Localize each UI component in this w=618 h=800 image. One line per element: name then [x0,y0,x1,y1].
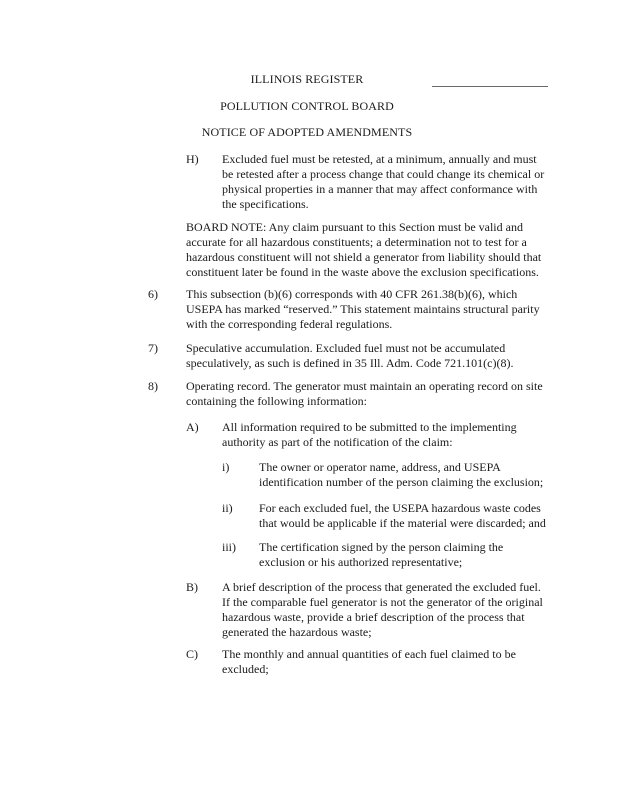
register-title: ILLINOIS REGISTER [250,72,364,86]
item-7-line: Speculative accumulation. Excluded fuel must not be accumulated [186,341,506,355]
item-i-line: identification number of the person claiming the exclusion; [259,475,544,489]
item-7-label: 7) [148,341,158,355]
board-note-line: BOARD NOTE: Any claim pursuant to this Section must be valid and [186,220,523,234]
item-b-text [222,580,562,640]
item-iii-line: exclusion or his authorized representative; [259,555,463,569]
item-a-text [222,420,542,450]
board-note-line: hazardous constituent will not shield a generator from liability should that [186,250,542,264]
item-h-text [222,152,552,212]
board-note-line: constituent later be found in the waste above the exclusion specifications. [186,265,539,279]
item-iii-line: The certification signed by the person claiming the [259,540,504,554]
item-7-text [186,341,556,371]
item-8-text [186,379,556,409]
item-ii-line: that would be applicable if the material were discarded; and [259,516,546,530]
item-h-line: the specifications. [222,197,309,211]
item-b-label: B) [186,580,198,594]
item-b-line: If the comparable fuel generator is not the generator of the original [222,595,543,609]
board-title: POLLUTION CONTROL BOARD [220,99,394,113]
item-i-text [259,460,559,490]
item-7-line: speculatively, as such is defined in 35 Ill. Adm. Code 721.101(c)(8). [186,356,514,370]
item-ii-text [259,501,559,531]
item-b-line: A brief description of the process that generated the excluded fuel. [222,580,541,594]
item-6-label: 6) [148,287,158,301]
item-i-line: The owner or operator name, address, and USEPA [259,460,501,474]
board-note-line: accurate for all hazardous constituents; a determination not to test for a [186,235,527,249]
item-6-line: This subsection (b)(6) corresponds with 40 CFR 261.38(b)(6), which [186,287,518,301]
item-b-line: hazardous waste, provide a brief description of the process that [222,610,525,624]
item-i-label: i) [222,460,230,474]
item-iii-text [259,540,559,570]
item-h-line: be retested after a process change that could change its chemical or [222,167,545,181]
item-a-line: All information required to be submitted to the implementing [222,420,517,434]
item-h-line: Excluded fuel must be retested, at a minimum, annually and must [222,152,537,166]
item-ii-label: ii) [222,501,233,515]
item-6-text [186,287,556,332]
item-8-label: 8) [148,379,158,393]
item-b-line: generated the hazardous waste; [222,625,372,639]
item-8-line: containing the following information: [186,394,367,408]
item-ii-line: For each excluded fuel, the USEPA hazardous waste codes [259,501,541,515]
item-6-line: with the corresponding federal regulations. [186,317,393,331]
item-a-line: authority as part of the notification of the claim: [222,435,453,449]
header-rule [432,86,548,87]
board-note [186,220,556,280]
item-c-line: excluded; [222,662,269,676]
item-c-text [222,647,542,677]
item-6-line: USEPA has marked “reserved.” This statement maintains structural parity [186,302,540,316]
item-a-label: A) [186,420,199,434]
item-h-line: physical properties in a manner that may affect conformance with [222,182,538,196]
notice-title: NOTICE OF ADOPTED AMENDMENTS [201,125,413,139]
item-8-line: Operating record. The generator must maintain an operating record on site [186,379,543,393]
item-h-label: H) [186,152,199,166]
item-c-label: C) [186,647,198,661]
item-iii-label: iii) [222,540,236,554]
item-c-line: The monthly and annual quantities of each fuel claimed to be [222,647,516,661]
